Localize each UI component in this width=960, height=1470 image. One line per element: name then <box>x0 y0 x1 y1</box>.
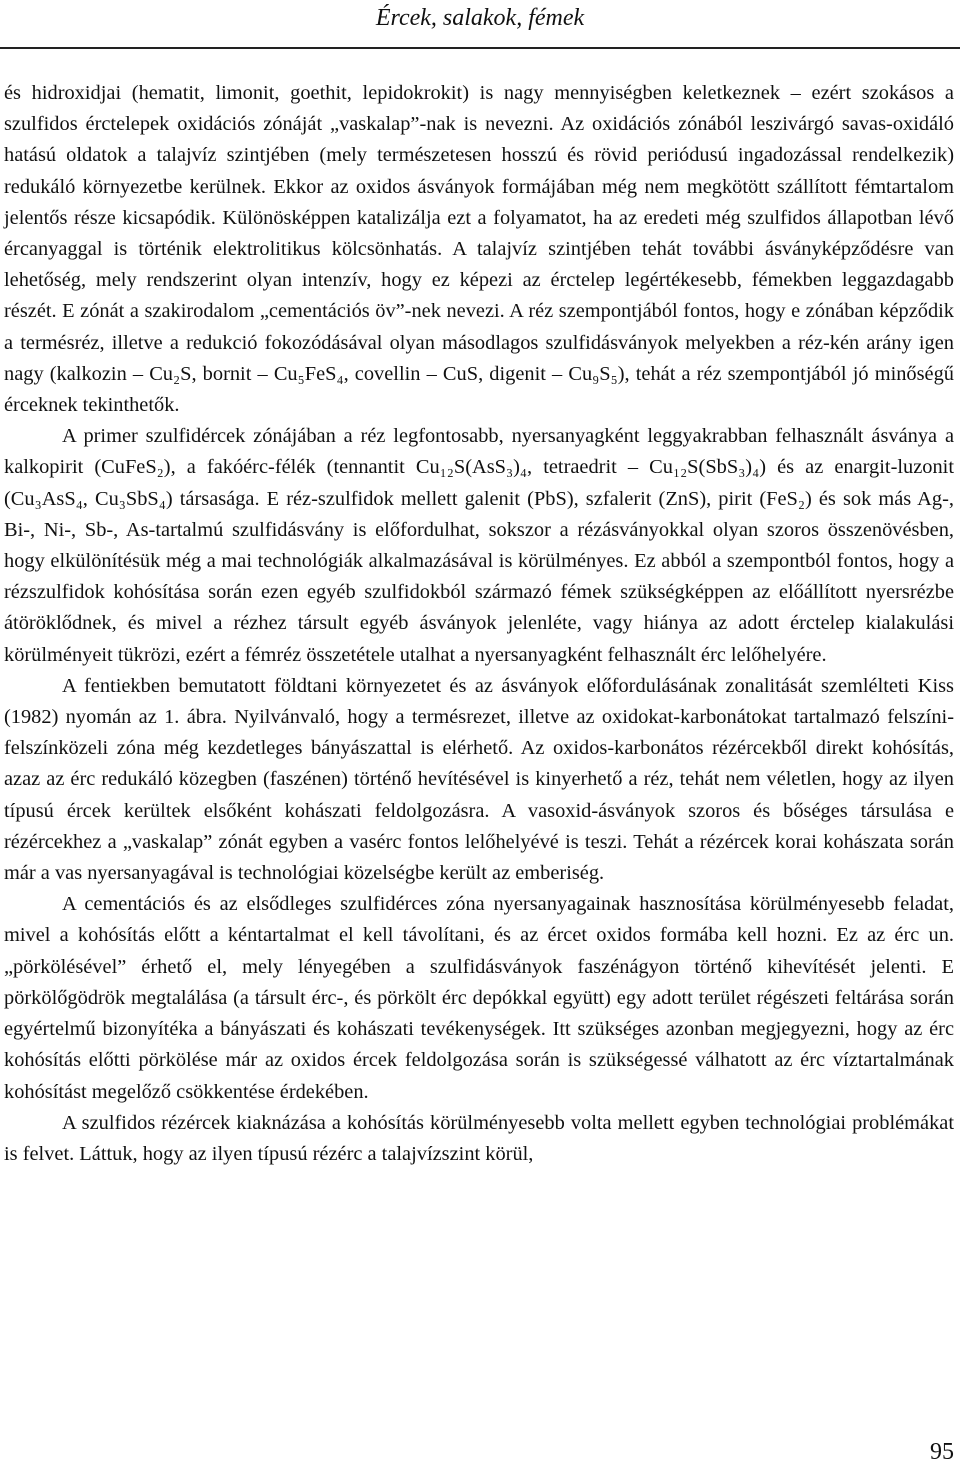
paragraph-5: A szulfidos rézércek kiaknázása a kohósítás körülményesebb volta mellett egyben technológiai problémákat is felvet. Láttuk, hogy az ilyen típusú rézérc a talajvízszint körül, <box>4 1111 954 1165</box>
header-rule <box>0 47 960 49</box>
page-number: 95 <box>930 1439 954 1465</box>
running-header: Ércek, salakok, fémek <box>375 5 585 31</box>
paragraph-1: és hidroxidjai (hematit, limonit, goethit, lepidokrokit) is nagy mennyiségben keletkeznek – ezért szokásos a szulfidos érctelepek oxidációs zónáját „vaskalap”-nak is nevezni. Az oxidációs zónából leszivárgó savas-oxidáló hatású oldatok a talajvíz szintjében (mely természetesen hosszú és rövid periódusú ingadozással rendelkezik) redukáló környezetbe kerülnek. Ekkor az oxidos ásványok formájában még nem megkötött szállított fémtartalom jelentős része kicsapódik. Különösképpen katalizálja ezt a folyamatot, ha az eredeti még szulfidos állapotban lévő ércanyaggal is történik elektrolitikus kölcsönhatás. A talajvíz szintjében tehát további ásványképződésre van lehetőség, mely rendszerint olyan intenzív, hogy ez képezi az érctelep legértékesebb, fémekben leggazdagabb részét. E zónát a szakirodalom „cementációs öv”-nek nevezi. A réz szempontjából fontos, hogy e zónában képződik a termésréz, illetve a redukció fokozódásával olyan másodlagos szulfidásványok melyekben a réz-kén arány igen nagy (kalkozin – Cu₂S, bornit – Cu₅FeS₄, covellin – CuS, digenit – Cu₉S₅), tehát a réz szempontjából jó minőségű érceknek tekinthetők. <box>4 82 954 417</box>
paragraph-3: A fentiekben bemutatott földtani környezetet és az ásványok előfordulásának zonalitását szemlélteti Kiss (1982) nyomán az 1. ábra. Nyilvánvaló, hogy a termésrezet, illetve az oxidokat-karbonátokat tartalmazó felszíni-felszínközeli zóna még kezdetleges bányászattal is elérhető. Az oxidos-karbonátos rézércekből direkt kohósítás, azaz az érc redukáló közegben (faszénen) történő hevítésével is kinyerhető a réz, tehát nem véletlen, hogy az ilyen típusú ércek kerültek elsőként kohászati feldolgozásra. A vasoxid-ásványok szoros és bőséges társulása e rézércekhez a „vaskalap” zónát egyben a vasérc fontos lelőhelyévé is teszi. Tehát a rézércek korai kohászata során már a vas nyersanyagával is technológiai közelségbe került az emberiség. <box>4 674 954 885</box>
paragraph-2: A primer szulfidércek zónájában a réz legfontosabb, nyersanyagként leggyakrabban felhasznált ásványa a kalkopirit (CuFeS₂), a fakóérc-félék (tennantit Cu₁₂S(AsS₃)₄, tetraedrit – Cu₁₂S(SbS₃)₄) és az enargit-luzonit (Cu₃AsS₄, Cu₃SbS₄) társasága. E réz-szulfidok mellett galenit (PbS), szfalerit (ZnS), pirit (FeS₂) és sok más Ag-, Bi-, Ni-, Sb-, As-tartalmú szulfidásvány is előfordulhat, sokszor a rézásványokkal olyan szoros összenövésben, hogy elkülönítésük még a mai technológiák alkalmazásával is körülményes. Ez abból a szempontból fontos, hogy a rézszulfidok kohósítása során ezen egyéb szulfidokból származó fémek szükségképpen az előállított nyersrézbe átöröklődnek, és mivel a rézhez társult egyéb ásványok jelenléte, vagy hiánya az adott érctelep kialakulási körülményeit tükrözi, ezért a fémréz összetétele utalhat a nyersanyagként felhasznált érc lelőhelyére. <box>4 425 954 666</box>
paragraph-4: A cementációs és az elsődleges szulfidérces zóna nyersanyagainak hasznosítása körülményesebb feladat, mivel a kohósítás előtt a kéntartalmat el kell távolítani, és az ércet oxidos formába kell hozni. Ez az érc un. „pörkölésével” érhető el, mely lényegében a szulfidásványok faszénágyon történő kihevítését jelenti. E pörkölőgödrök megtalálása (a társult érc-, és pörkölt érc depókkal együtt) egy adott terület régészeti feltárása során egyértelmű bizonyítéka a bányászati és kohászati tevékenységek. Itt szükséges azonban megjegyezni, hogy az érc kohósítás előtti pörkölése már az oxidos ércek feldolgozása során is szükségessé válhatott az érc víztartalmának kohósítást megelőző csökkentése érdekében. <box>4 893 954 1103</box>
body-text <box>4 78 954 1170</box>
